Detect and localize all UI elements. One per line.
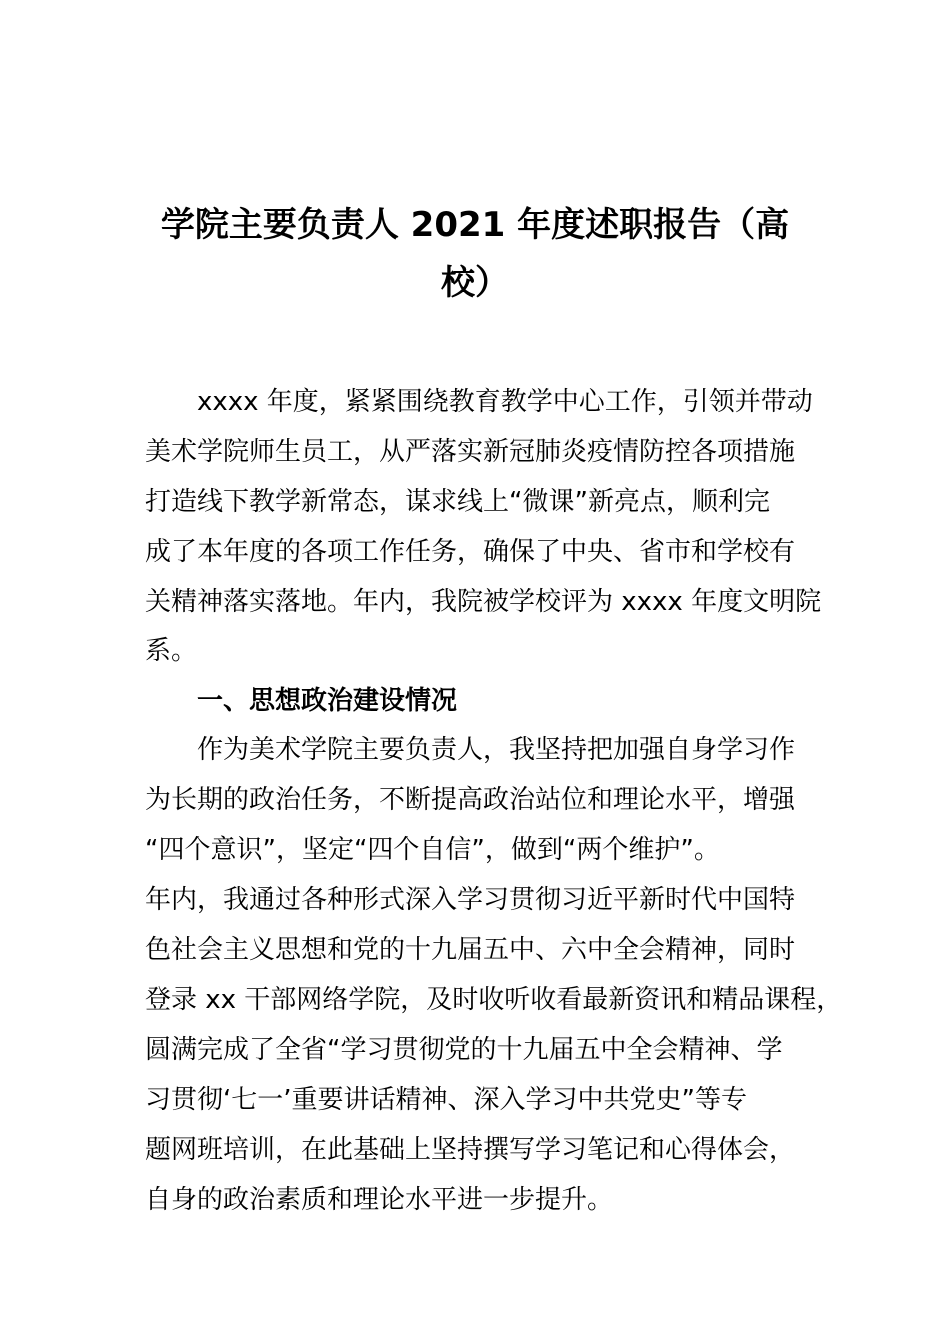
paragraph-line: 习贯彻‘七一’重要讲话精神、深入学习中共党史”等专	[145, 1085, 747, 1115]
title-line-2: 校）	[441, 263, 509, 303]
section-heading: 一、思想政治建设情况	[197, 686, 458, 716]
paragraph-line: 登录 xx 干部网络学院，及时收听收看最新资讯和精品课程，	[145, 985, 843, 1015]
paragraph-line: 系。	[145, 636, 198, 666]
paragraph-line: xxxx 年度，紧紧围绕教育教学中心工作，引领并带动	[197, 387, 813, 417]
paragraph-line: 打造线下教学新常态，谋求线上“微课”新亮点，顺利完	[145, 487, 770, 517]
paragraph-line: 年内，我通过各种形式深入学习贯彻习近平新时代中国特	[145, 885, 796, 915]
title-line-1: 学院主要负责人 2021 年度述职报告（高	[160, 205, 790, 245]
paragraph-line: “四个意识”，坚定“四个自信”，做到“两个维护”。	[145, 835, 720, 865]
paragraph-line: 作为美术学院主要负责人，我坚持把加强自身学习作	[197, 735, 796, 765]
paragraph-line: 色社会主义思想和党的十九届五中、六中全会精神，同时	[145, 935, 796, 965]
paragraph-line: 美术学院师生员工，从严落实新冠肺炎疫情防控各项措施	[145, 437, 796, 467]
paragraph-line: 自身的政治素质和理论水平进一步提升。	[145, 1185, 614, 1215]
paragraph-line: 题网班培训，在此基础上坚持撰写学习笔记和心得体会，	[145, 1135, 796, 1165]
paragraph-line: 关精神落实落地。年内，我院被学校评为 xxxx 年度文明院	[145, 587, 822, 617]
paragraph-line: 成了本年度的各项工作任务，确保了中央、省市和学校有	[145, 537, 796, 567]
paragraph-line: 为长期的政治任务，不断提高政治站位和理论水平，增强	[145, 785, 796, 815]
document-title	[145, 196, 805, 312]
paragraph-line: 圆满完成了全省“学习贯彻党的十九届五中全会精神、学	[145, 1035, 783, 1065]
